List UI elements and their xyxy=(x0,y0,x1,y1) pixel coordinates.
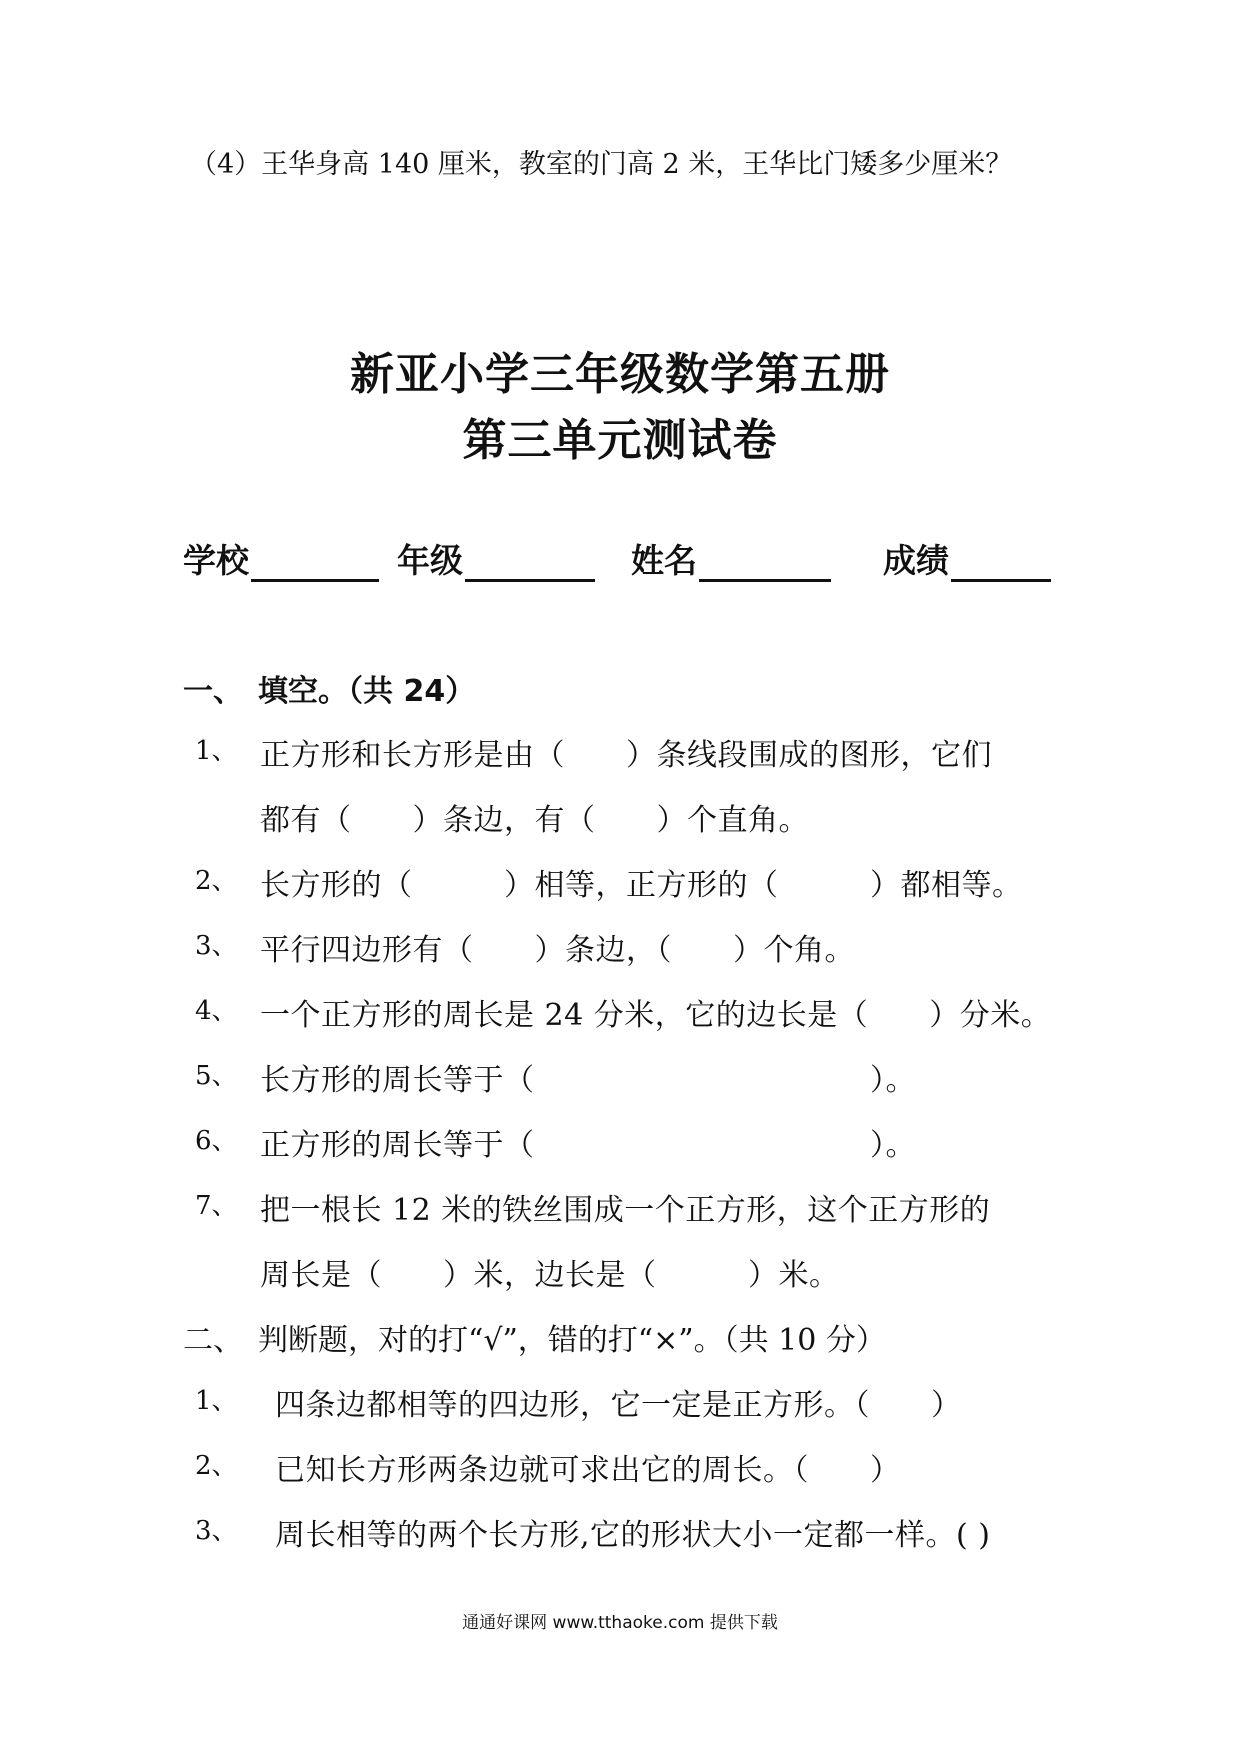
question-text: 正方形的周长等于（ ）。 xyxy=(260,1128,916,1163)
question-text: 都有（ ）条边，有（ ）个直角。 xyxy=(260,803,809,838)
question-text: 长方形的周长等于（ ）。 xyxy=(260,1063,916,1098)
name-blank[interactable] xyxy=(699,543,831,582)
question-number: 6、 xyxy=(195,1126,238,1156)
question-7 xyxy=(0,1185,1240,1228)
section-number: 一、 xyxy=(183,674,243,709)
info-label: 年级 xyxy=(397,541,463,580)
info-label: 姓名 xyxy=(631,541,697,580)
page-subtitle: 第三单元测试卷 xyxy=(462,415,778,466)
question-1 xyxy=(0,730,1240,773)
question-3 xyxy=(0,925,1240,968)
score-blank[interactable] xyxy=(951,543,1051,582)
footer-credit: 通通好课网 www.tthaoke.com 提供下载 xyxy=(462,1613,778,1633)
question-number: 2、 xyxy=(195,866,238,896)
question-text: 已知长方形两条边就可求出它的周长。（ ） xyxy=(275,1453,901,1488)
question-7-continued xyxy=(0,1250,1240,1293)
question-text: 一个正方形的周长是 24 分米，它的边长是（ ）分米。 xyxy=(260,998,1052,1033)
info-school xyxy=(183,535,379,582)
question-number: 5、 xyxy=(195,1061,238,1091)
question-6 xyxy=(0,1120,1240,1163)
question-4 xyxy=(0,990,1240,1033)
judge-question-3 xyxy=(0,1510,1240,1553)
question-number: 3、 xyxy=(195,1516,238,1546)
section2-heading xyxy=(183,1315,886,1359)
question-text: 周长相等的两个长方形,它的形状大小一定都一样。( ) xyxy=(275,1518,991,1553)
question-text: 四条边都相等的四边形，它一定是正方形。（ ） xyxy=(275,1388,962,1423)
student-info-row xyxy=(183,535,1051,582)
previous-question: （4）王华身高 140 厘米，教室的门高 2 米，王华比门矮多少厘米？ xyxy=(190,149,1013,180)
info-grade xyxy=(397,535,595,582)
question-text: 长方形的（ ）相等，正方形的（ ）都相等。 xyxy=(260,868,1023,903)
question-text: 平行四边形有（ ）条边，（ ）个角。 xyxy=(260,933,855,968)
question-text: 把一根长 12 米的铁丝围成一个正方形，这个正方形的 xyxy=(260,1193,991,1228)
question-number: 1、 xyxy=(195,1386,238,1416)
question-number: 7、 xyxy=(195,1191,238,1221)
grade-blank[interactable] xyxy=(465,543,595,582)
question-text: 正方形和长方形是由（ ）条线段围成的图形，它们 xyxy=(260,738,992,773)
question-2 xyxy=(0,860,1240,903)
judge-question-1 xyxy=(0,1380,1240,1423)
section1-heading xyxy=(183,666,475,710)
judge-question-2 xyxy=(0,1445,1240,1488)
school-blank[interactable] xyxy=(251,543,379,582)
question-1-continued xyxy=(0,795,1240,838)
question-number: 1、 xyxy=(195,736,238,766)
question-number: 2、 xyxy=(195,1451,238,1481)
section-number: 二、 xyxy=(183,1323,243,1358)
section-title: 填空。（共 24） xyxy=(258,674,476,709)
info-score xyxy=(883,535,1051,582)
info-label: 成绩 xyxy=(883,541,949,580)
question-5 xyxy=(0,1055,1240,1098)
question-number: 4、 xyxy=(195,996,238,1026)
section-title: 判断题，对的打“√”，错的打“×”。（共 10 分） xyxy=(258,1323,886,1358)
info-name xyxy=(631,535,831,582)
question-number: 3、 xyxy=(195,931,238,961)
info-label: 学校 xyxy=(183,541,249,580)
page-title: 新亚小学三年级数学第五册 xyxy=(350,349,890,400)
question-text: 周长是（ ）米，边长是（ ）米。 xyxy=(260,1258,840,1293)
